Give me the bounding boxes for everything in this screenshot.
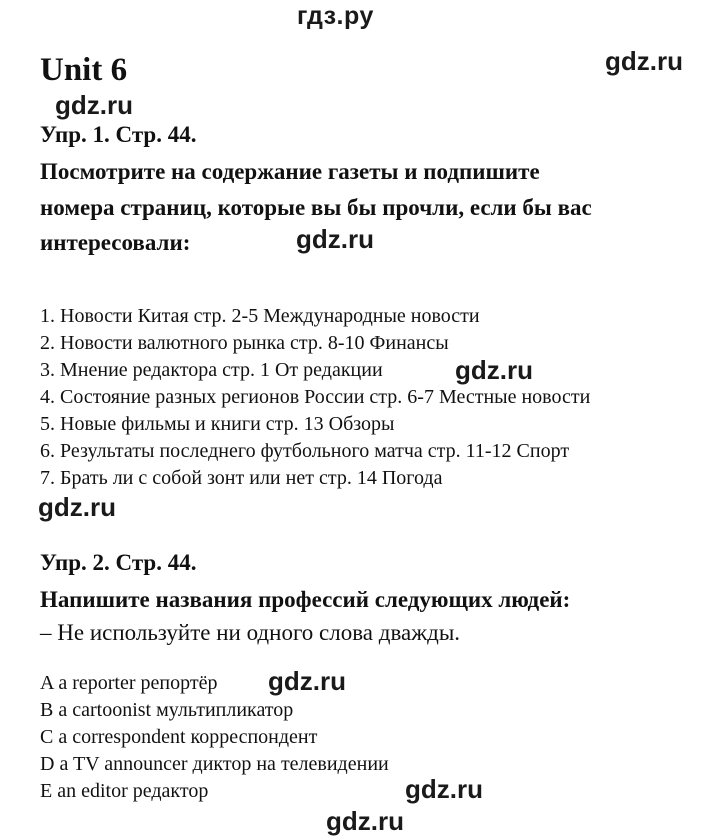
list-item: 1. Новости Китая стр. 2-5 Международные новости	[40, 305, 480, 327]
list-item: 3. Мнение редактора стр. 1 От редакции	[40, 359, 383, 381]
watermark: gdz.ru	[605, 46, 683, 76]
watermark: gdz.ru	[455, 355, 533, 385]
exercise-2-heading: Упр. 2. Стр. 44.	[40, 550, 197, 575]
list-item: A a reporter репортёр	[40, 672, 218, 694]
site-header-watermark: гдз.ру	[297, 2, 374, 30]
watermark: gdz.ru	[268, 666, 346, 696]
list-item: 2. Новости валютного рынка стр. 8-10 Финансы	[40, 332, 449, 354]
list-item: 4. Состояние разных регионов России стр. 6-7 Местные новости	[40, 386, 591, 408]
watermark: gdz.ru	[55, 90, 133, 120]
exercise-1-task-line: номера страниц, которые вы бы прочли, если бы вас	[40, 195, 592, 220]
exercise-2-task: Напишите названия профессий следующих людей:	[40, 587, 571, 612]
list-item: 6. Результаты последнего футбольного матча стр. 11-12 Спорт	[40, 440, 570, 462]
list-item: E an editor редактор	[40, 780, 209, 802]
exercise-2-note: – Не используйте ни одного слова дважды.	[40, 620, 461, 645]
list-item: D a TV announcer диктор на телевидении	[40, 753, 389, 775]
exercise-1-heading: Упр. 1. Стр. 44.	[40, 122, 197, 147]
watermark: gdz.ru	[296, 224, 374, 254]
list-item: 5. Новые фильмы и книги стр. 13 Обзоры	[40, 413, 395, 435]
exercise-1-task-line: Посмотрите на содержание газеты и подпишите	[40, 159, 540, 184]
list-item: C a correspondent корреспондент	[40, 726, 318, 748]
watermark: gdz.ru	[405, 774, 483, 804]
list-item: B a cartoonist мультипликатор	[40, 699, 294, 721]
watermark: gdz.ru	[326, 806, 404, 836]
watermark: gdz.ru	[38, 492, 116, 522]
list-item: 7. Брать ли с собой зонт или нет стр. 14 Погода	[40, 467, 443, 489]
unit-title: Unit 6	[40, 52, 128, 88]
exercise-1-task-line: интересовали:	[40, 230, 191, 255]
